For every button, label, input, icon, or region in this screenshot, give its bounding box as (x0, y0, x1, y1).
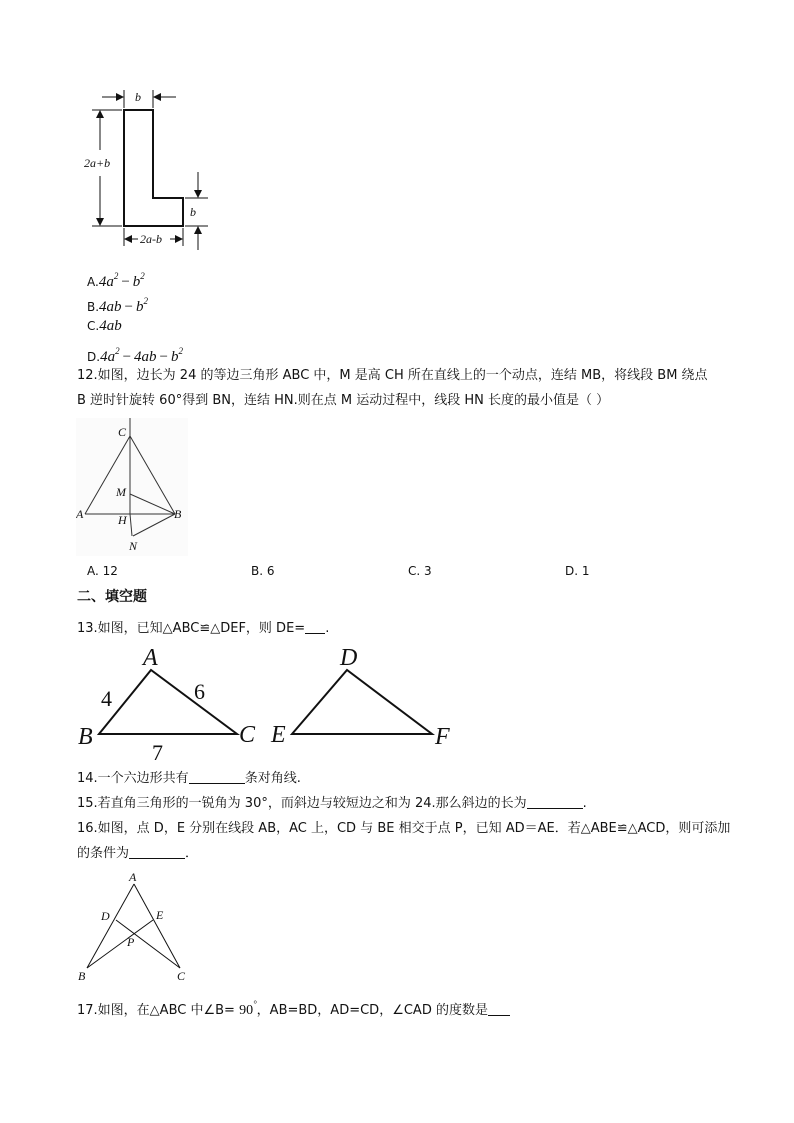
svg-text:A: A (143, 645, 158, 671)
q11-option-c: C.4ab (87, 318, 122, 334)
svg-text:A: A (129, 870, 137, 884)
q16-figure (74, 868, 194, 986)
q15-text: 15.若直角三角形的一锐角为 30°，而斜边与较短边之和为 24.那么斜边的长为 . (77, 796, 587, 811)
q13-text: 13.如图，已知△ABC≌△DEF，则 DE= . (77, 621, 330, 636)
answer-blank (527, 794, 583, 809)
q12-option-a: A. 12 (87, 564, 118, 578)
svg-text:E: E (156, 908, 164, 922)
svg-text:N: N (129, 539, 138, 553)
label-b-top: b (135, 90, 141, 104)
answer-blank (129, 844, 185, 859)
svg-text:7: 7 (152, 740, 163, 765)
answer-blank (189, 769, 245, 784)
label-2a-plus-b: 2a+b (84, 156, 111, 170)
q11-option-a: $A.4a^2 - b^2$ (87, 271, 145, 290)
q17-text: 17.如图，在△ABC 中∠B= 90°，AB=BD，AD=CD，∠CAD 的度数是 (77, 994, 510, 1021)
svg-text:B: B (78, 969, 86, 983)
svg-text:B: B (174, 507, 182, 521)
svg-text:4: 4 (101, 686, 112, 711)
svg-text:A: A (76, 507, 84, 521)
q12-option-c: C. 3 (408, 564, 432, 578)
q12-option-d: D. 1 (565, 564, 590, 578)
q12-figure (76, 418, 188, 556)
l-shape (124, 110, 183, 226)
svg-text:B: B (78, 724, 93, 750)
q12-line1: 12.如图，边长为 24 的等边三角形 ABC 中，M 是高 CH 所在直线上的一个动点，连结 MB，将线段 BM 绕点 (77, 368, 708, 383)
svg-text:D: D (101, 909, 110, 923)
q14-text: 14.一个六边形共有 条对角线. (77, 771, 301, 786)
svg-text:C: C (118, 425, 127, 439)
answer-blank (488, 1001, 510, 1016)
q16-line1: 16.如图，点 D，E 分别在线段 AB，AC 上，CD 与 BE 相交于点 P，已知 AD＝AE．若△ABE≌△ACD，则可添加 (77, 821, 731, 836)
svg-text:P: P (127, 935, 135, 949)
q16-line2: 的条件为 ． (77, 846, 199, 861)
label-2a-minus-b: 2a-b (140, 232, 162, 246)
answer-blank (305, 619, 325, 634)
option-letter: C. (87, 319, 100, 333)
q12-option-b: B. 6 (251, 564, 275, 578)
q11-option-d: $D.4a^2 - 4ab - b^2$ (87, 346, 183, 365)
svg-text:F: F (435, 724, 450, 750)
option-letter: D. (87, 350, 101, 364)
label-b-right: b (190, 205, 196, 219)
svg-text:6: 6 (194, 679, 205, 704)
option-letter: A. (87, 275, 99, 289)
svg-text:D: D (340, 645, 358, 671)
svg-text:M: M (116, 485, 126, 499)
q11-option-b: $B.4ab - b^2$ (87, 296, 149, 315)
q13-figure (74, 643, 464, 768)
svg-text:C: C (239, 722, 256, 748)
section-title: 二、填空题 (77, 589, 147, 605)
option-letter: B. (87, 300, 100, 314)
svg-text:H: H (118, 513, 127, 527)
q11-figure (80, 80, 220, 250)
svg-text:C: C (177, 969, 186, 983)
q12-line2: B 逆时针旋转 60°得到 BN，连结 HN.则在点 M 运动过程中，线段 HN 长度的最小值是（ ） (77, 393, 610, 408)
svg-text:E: E (271, 722, 286, 748)
